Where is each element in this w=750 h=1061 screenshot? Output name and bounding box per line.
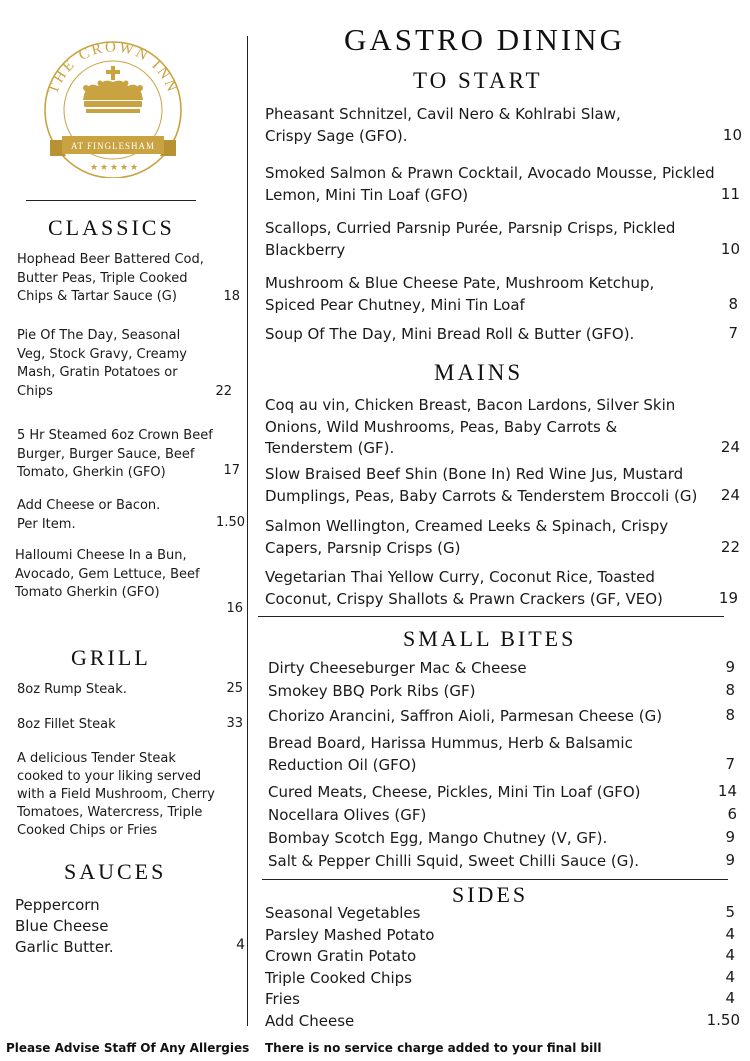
small-bites-heading: SMALL BITES xyxy=(403,626,577,651)
sauces-heading: SAUCES xyxy=(64,859,167,884)
list-item: Add Cheese xyxy=(265,1012,355,1030)
price: 4 xyxy=(725,946,735,964)
list-item: Salmon Wellington, Creamed Leeks & Spinach, Crispy Capers, Parsnip Crisps (G) xyxy=(265,517,669,557)
list-item: Mushroom & Blue Cheese Pate, Mushroom Ketchup, Spiced Pear Chutney, Mini Tin Loaf xyxy=(265,274,655,314)
price: 11 xyxy=(720,185,740,203)
list-item: Fries xyxy=(265,990,300,1008)
price: 17 xyxy=(223,463,240,478)
price: 18 xyxy=(223,289,240,304)
page-title: GASTRO DINING xyxy=(344,22,625,57)
price: 4 xyxy=(236,937,245,953)
price: 6 xyxy=(727,805,737,823)
price: 7 xyxy=(728,324,738,342)
list-item: Smokey BBQ Pork Ribs (GF) xyxy=(268,682,476,700)
list-item: Blue Cheese xyxy=(15,917,109,935)
price: 9 xyxy=(725,828,735,846)
section-divider xyxy=(258,616,724,617)
price: 9 xyxy=(725,658,735,676)
list-item: Pheasant Schnitzel, Cavil Nero & Kohlrabi Slaw, Crispy Sage (GFO). xyxy=(265,105,621,145)
list-item: Soup Of The Day, Mini Bread Roll & Butter (GFO). xyxy=(265,325,635,343)
price: 7 xyxy=(725,755,735,773)
list-item: Garlic Butter. xyxy=(15,938,114,956)
section-divider xyxy=(262,879,728,880)
logo-divider xyxy=(26,200,196,201)
price: 4 xyxy=(725,968,735,986)
list-item: Smoked Salmon & Prawn Cocktail, Avocado Mousse, Pickled Lemon, Mini Tin Loaf (GFO) xyxy=(265,164,715,204)
svg-text:★: ★ xyxy=(130,163,139,173)
grill-description: A delicious Tender Steak cooked to your liking served with a Field Mushroom, Cherry Tomatoes, Watercress, Triple Cooked Chips or Fries xyxy=(17,751,215,838)
list-item: Nocellara Olives (GF) xyxy=(268,806,427,824)
list-item: Chorizo Arancini, Saffron Aioli, Parmesan Cheese (G) xyxy=(268,707,663,725)
list-item: Seasonal Vegetables xyxy=(265,904,421,922)
allergy-note: Please Advise Staff Of Any Allergies xyxy=(6,1041,250,1055)
list-item: Coq au vin, Chicken Breast, Bacon Lardons, Silver Skin Onions, Wild Mushrooms, Peas, Baby Carrots & Tenderstem (GF). xyxy=(265,396,676,457)
price: 19 xyxy=(718,589,738,607)
svg-text:★: ★ xyxy=(110,163,119,173)
price: 4 xyxy=(725,925,735,943)
grill-heading: GRILL xyxy=(71,645,151,670)
list-item: 8oz Fillet Steak xyxy=(17,717,116,732)
list-item: Bread Board, Harissa Hummus, Herb & Balsamic Reduction Oil (GFO) xyxy=(268,734,633,774)
price: 16 xyxy=(226,601,243,616)
classics-heading: CLASSICS xyxy=(48,215,175,240)
list-item: Add Cheese or Bacon. Per Item. xyxy=(17,498,161,532)
crown-inn-logo-icon xyxy=(28,28,198,178)
price: 33 xyxy=(226,716,243,731)
svg-text:★: ★ xyxy=(100,163,109,173)
list-item: Dirty Cheeseburger Mac & Cheese xyxy=(268,659,527,677)
svg-text:★: ★ xyxy=(90,163,99,173)
list-item: Peppercorn xyxy=(15,896,100,914)
svg-text:THE CROWN INN: THE CROWN INN xyxy=(45,39,181,97)
list-item: Salt & Pepper Chilli Squid, Sweet Chilli Sauce (G). xyxy=(268,852,640,870)
list-item: Hophead Beer Battered Cod, Butter Peas, Triple Cooked Chips & Tartar Sauce (G) xyxy=(17,252,204,304)
price: 10 xyxy=(720,240,740,258)
mains-heading: MAINS xyxy=(434,360,524,385)
price: 8 xyxy=(728,295,738,313)
price: 22 xyxy=(215,384,232,399)
price: 5 xyxy=(725,903,735,921)
list-item: Halloumi Cheese In a Bun, Avocado, Gem Lettuce, Beef Tomato Gherkin (GFO) xyxy=(15,548,200,600)
svg-text:★: ★ xyxy=(120,163,129,173)
column-divider xyxy=(247,36,248,1026)
list-item: Parsley Mashed Potato xyxy=(265,926,435,944)
list-item: Vegetarian Thai Yellow Curry, Coconut Rice, Toasted Coconut, Crispy Shallots & Prawn Crackers (GF, VEO) xyxy=(265,568,663,608)
list-item: Triple Cooked Chips xyxy=(265,969,412,987)
price: 1.50 xyxy=(706,1011,740,1029)
price: 8 xyxy=(725,706,735,724)
price: 8 xyxy=(725,681,735,699)
price: 10 xyxy=(722,126,742,144)
price: 9 xyxy=(725,851,735,869)
list-item: Pie Of The Day, Seasonal Veg, Stock Gravy, Creamy Mash, Gratin Potatoes or Chips xyxy=(17,328,188,399)
to-start-heading: TO START xyxy=(413,68,543,93)
list-item: Scallops, Curried Parsnip Purée, Parsnip Crisps, Pickled Blackberry xyxy=(265,219,676,259)
svg-text:AT FINGLESHAM: AT FINGLESHAM xyxy=(70,141,156,151)
price: 24 xyxy=(720,438,740,456)
list-item: 5 Hr Steamed 6oz Crown Beef Burger, Burger Sauce, Beef Tomato, Gherkin (GFO) xyxy=(17,428,213,480)
price: 22 xyxy=(720,538,740,556)
price: 24 xyxy=(720,486,740,504)
list-item: Cured Meats, Cheese, Pickles, Mini Tin Loaf (GFO) xyxy=(268,783,641,801)
list-item: Bombay Scotch Egg, Mango Chutney (V, GF). xyxy=(268,829,608,847)
list-item: Slow Braised Beef Shin (Bone In) Red Wine Jus, Mustard Dumplings, Peas, Baby Carrots & Tenderstem Broccoli (G) xyxy=(265,465,698,505)
service-charge-note: There is no service charge added to your final bill xyxy=(265,1041,602,1055)
list-item: Crown Gratin Potato xyxy=(265,947,417,965)
sides-heading: SIDES xyxy=(452,882,529,907)
price: 25 xyxy=(226,681,243,696)
list-item: 8oz Rump Steak. xyxy=(17,682,127,697)
price: 4 xyxy=(725,989,735,1007)
price: 14 xyxy=(717,782,737,800)
price: 1.50 xyxy=(216,515,245,530)
logo xyxy=(28,28,198,178)
